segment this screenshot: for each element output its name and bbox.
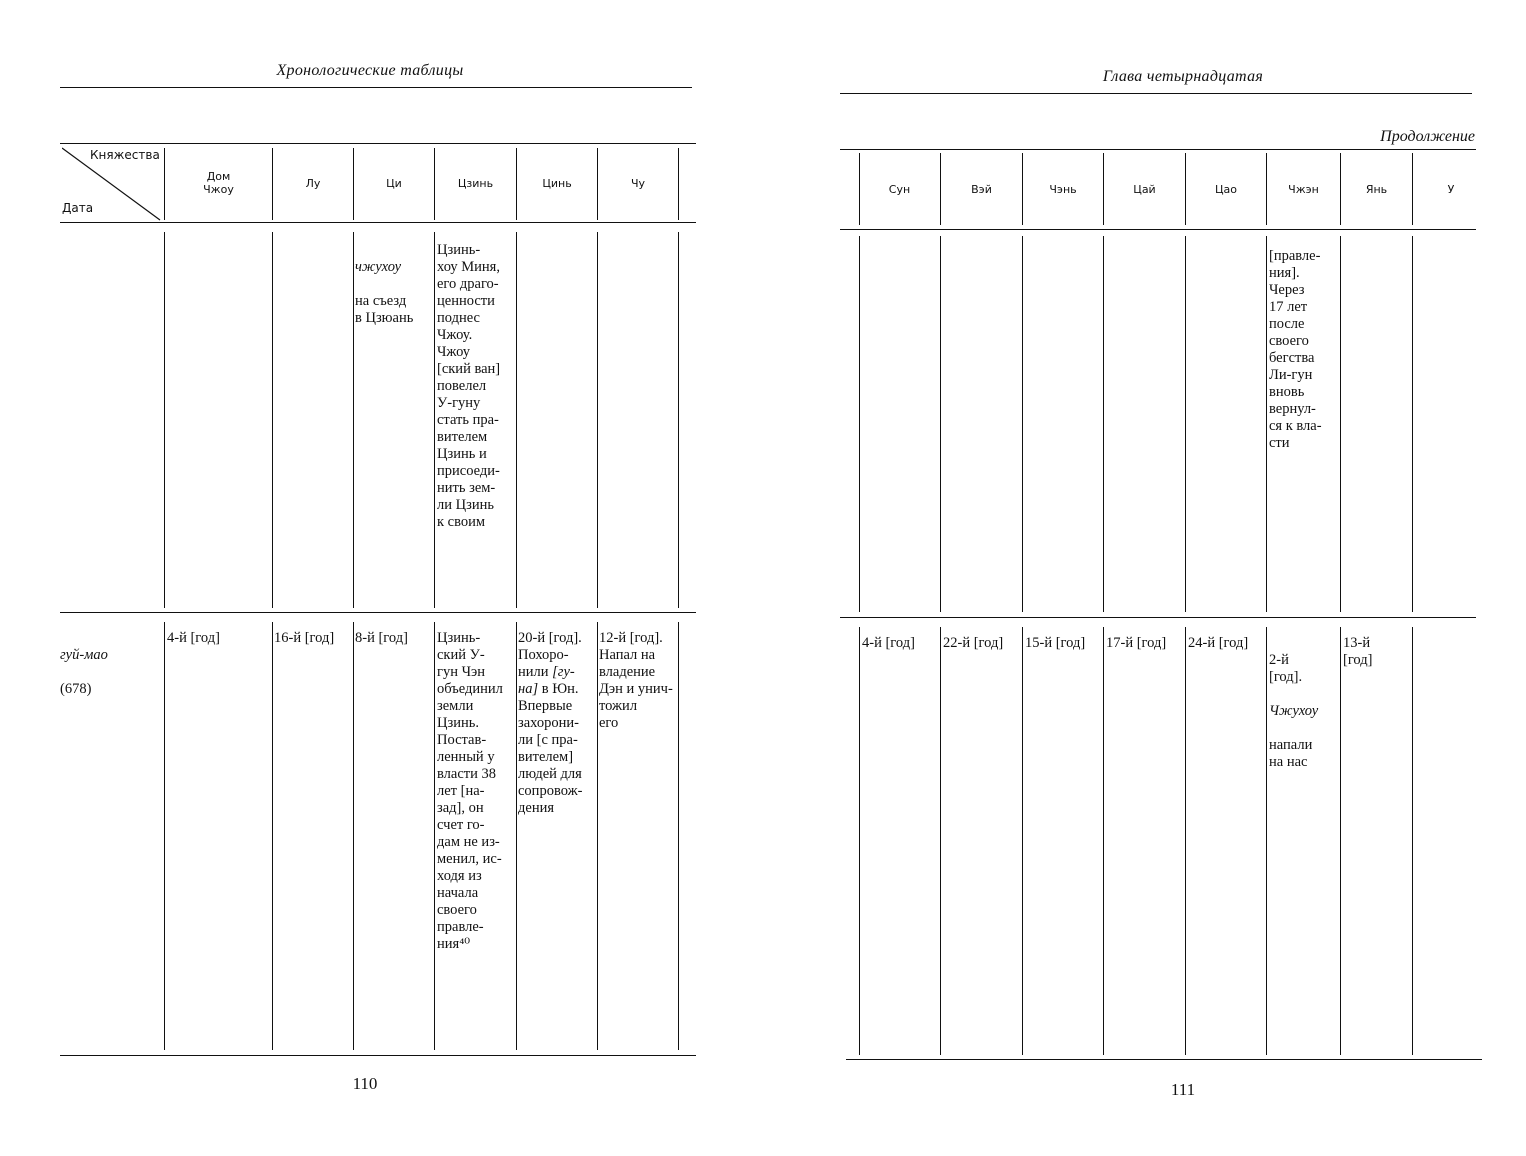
right-col-divider: [1185, 627, 1186, 1055]
header-qin: Цинь: [542, 177, 572, 190]
row1-qi-cell: [355, 242, 435, 327]
left-col-divider: [353, 232, 354, 608]
header-jin: Цзинь: [457, 177, 494, 190]
row2-chen-cell: 15-й [год]: [1025, 635, 1086, 651]
right-header-bottom-rule: [840, 229, 1476, 230]
row2-yan-cell: 13-й [год]: [1343, 635, 1373, 668]
row2-chu-cell: 12-й [год]. Напал на владение Дэн и унич- тожил его: [599, 630, 673, 731]
header-zheng: Чжэн: [1288, 183, 1319, 196]
row2-zheng-italic: Чжухоу: [1269, 703, 1319, 719]
row2-qin-italic-b: на]: [518, 681, 539, 697]
right-col-divider: [859, 627, 860, 1055]
left-page-number: 110: [352, 1074, 378, 1093]
left-running-head: Хронологические таблицы: [276, 62, 464, 79]
left-col-divider: [597, 232, 598, 608]
left-col-divider: [678, 232, 679, 608]
header-dom-zhou: Дом Чжоу: [203, 170, 234, 196]
row2-date-cell: [60, 630, 160, 698]
left-col-divider: [434, 622, 435, 1050]
left-col-divider: [678, 148, 679, 220]
left-col-divider: [164, 622, 165, 1050]
header-yan: Янь: [1365, 183, 1388, 196]
row2-cao-cell: 24-й [год]: [1188, 635, 1249, 651]
row1-jin-cell: Цзинь- хоу Миня, его драго- ценности поднес Чжоу. Чжоу [ский ван] повелел У-гуну стать пра- вителем Цзинь и присоеди- нить зем- ли Цзинь к своим: [437, 242, 501, 530]
row2-qin-italic-a: [гу-: [552, 664, 575, 680]
right-col-divider: [1412, 627, 1413, 1055]
left-col-divider: [272, 622, 273, 1050]
right-col-divider: [1412, 236, 1413, 612]
right-head-rule: [840, 93, 1472, 94]
right-col-divider: [1185, 236, 1186, 612]
header-qi: Ци: [386, 177, 402, 190]
left-head-rule: [60, 87, 692, 88]
row2-qin-cell: [518, 630, 598, 817]
row2-qi-cell: 8-й [год]: [355, 630, 408, 646]
row2-date-cyclic: гуй-мао: [60, 647, 108, 663]
row2-zheng-text-b: напали на нас: [1269, 737, 1313, 770]
header-chu: Чу: [630, 177, 646, 190]
right-col-divider: [1266, 627, 1267, 1055]
right-col-divider: [1266, 236, 1267, 612]
row2-zheng-text-a: 2-й [год].: [1269, 652, 1303, 685]
left-col-divider: [353, 622, 354, 1050]
header-cai: Цай: [1133, 183, 1156, 196]
right-row-divider: [840, 617, 1476, 618]
header-chen: Чэнь: [1049, 183, 1077, 196]
left-col-divider: [272, 232, 273, 608]
left-table-top-rule: [60, 143, 696, 144]
right-col-divider: [1103, 627, 1104, 1055]
left-row-divider: [60, 612, 696, 613]
left-table-bottom-rule: [60, 1055, 696, 1056]
row1-qi-text: на съезд в Цзюань: [355, 293, 414, 326]
right-col-divider: [1103, 236, 1104, 612]
row2-wei-cell: 22-й [год]: [943, 635, 1004, 651]
row2-jin-cell: Цзинь- ский У- гун Чэн объединил земли Цзинь. Постав- ленный у власти 38 лет [на- зад], он счет го- дам не из- менил, ис- ходя из начала своего правле- ния⁴⁰: [437, 630, 503, 952]
row2-zheng-cell: [1269, 635, 1341, 771]
corner-label-date: Дата: [62, 201, 94, 215]
header-cao: Цао: [1214, 183, 1237, 196]
left-col-divider: [164, 232, 165, 608]
right-col-divider: [1022, 236, 1023, 612]
right-col-divider: [940, 627, 941, 1055]
right-running-head: Глава четырнадцатая: [1102, 68, 1264, 85]
header-song: Сун: [888, 183, 911, 196]
row2-date-year: (678): [60, 681, 92, 697]
corner-label-principalities: Княжества: [90, 148, 160, 162]
left-header-bottom-rule: [60, 222, 696, 223]
right-table-top-rule: [840, 149, 1476, 150]
right-col-divider: [940, 236, 941, 612]
row2-cai-cell: 17-й [год]: [1106, 635, 1167, 651]
header-wei: Вэй: [971, 183, 992, 196]
row2-song-cell: 4-й [год]: [862, 635, 915, 651]
header-lu: Лу: [305, 177, 321, 190]
continuation-label: Продолжение: [1380, 128, 1475, 145]
row2-qin-text-a: 20-й [год]. Похоро- нили: [518, 630, 582, 680]
right-col-divider: [859, 236, 860, 612]
header-wu: У: [1447, 183, 1455, 196]
row1-zheng-cell: [правле- ния]. Через 17 лет после своего бегства Ли-гун вновь вернул- ся к вла- сти: [1269, 248, 1322, 451]
right-table-bottom-rule: [846, 1059, 1482, 1060]
right-col-divider: [1022, 627, 1023, 1055]
right-page-number: 111: [1170, 1080, 1196, 1099]
right-page: [763, 0, 1526, 1156]
row2-lu-cell: 16-й [год]: [274, 630, 335, 646]
row2-zhou-cell: 4-й [год]: [167, 630, 220, 646]
row1-qi-italic: чжухоу: [355, 259, 402, 275]
row2-qin-text-b: в Юн. Впервые захорони- ли [с пра- вителем] людей для сопровож- дения: [518, 681, 583, 816]
